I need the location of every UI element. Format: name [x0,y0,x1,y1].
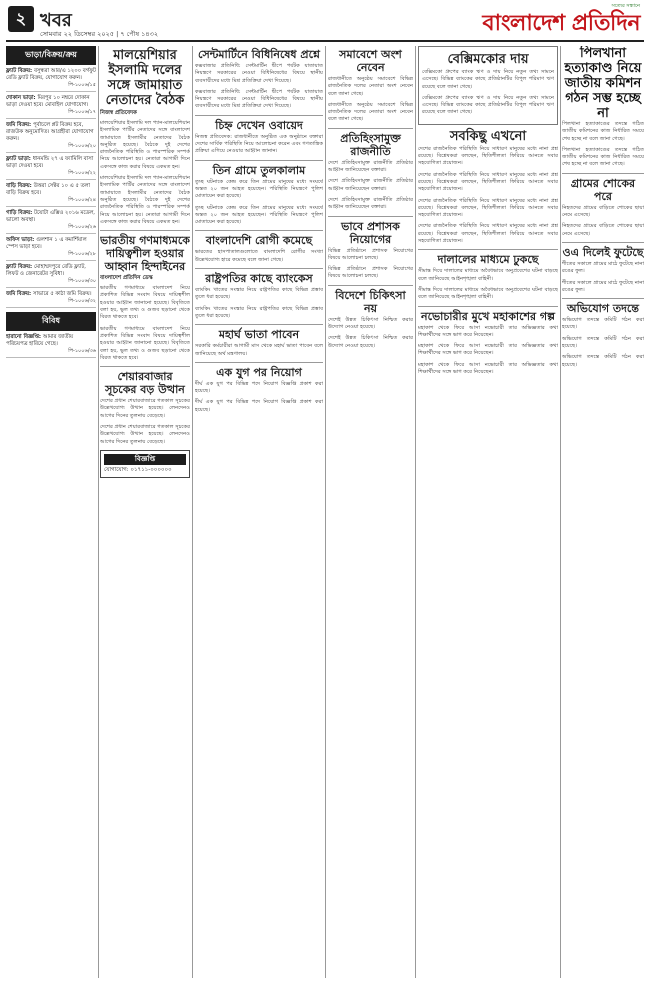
ad-code: পি-১০০৬/২৬ [68,224,96,230]
ad-label: জমি বিক্রয়: [6,291,34,297]
header-rule [6,40,644,42]
article-headline[interactable]: পিলখানা হত্যাকাণ্ড নিয়ে জাতীয় কমিশন গঠন সম্ভ হচ্ছে না [564,46,642,121]
article-body: অভিযোগ তদন্তে কমিটি গঠন করা হয়েছে। [562,317,644,331]
article-headline[interactable]: মালয়েশিয়ার ইসলামি দলের সঙ্গে জামায়াত নেতাদের বৈঠক [105,48,185,108]
article-body: রাজধানীতে অনুষ্ঠেয় সমাবেশে বিভিন্ন রাজনৈতিক দলের নেতারা অংশ নেবেন বলে জানা গেছে। [328,101,413,123]
article-headline[interactable]: অভিযোগ তদন্তে [567,302,639,316]
classified-list [6,68,96,308]
ad-text: ধানমন্ডি ২৭ এ ফ্যামিলি বাসা ভাড়া দেওয়া হবে। [6,156,94,169]
boxed-article [418,46,558,125]
classified-ad [6,68,96,92]
column-divider [98,46,99,978]
article-body: শীতের সকালে গ্রামের মাঠে ফুটেছে নানা রঙের ফুল। [562,279,644,293]
divider [100,230,190,231]
ad-code: পি-১০০৬/৩৬ [68,348,96,354]
column-2 [100,46,190,978]
article-body: দেশের প্রধান শেয়ারবাজারে গতকাল সূচকের উল্লেখযোগ্য উত্থান হয়েছে। লেনদেনও আগের দিনের তুলনায় বেড়েছে। [100,398,190,419]
classified-ad [6,210,96,234]
article-headline[interactable]: মহার্ঘ ভাতা পাবেন [218,328,300,342]
article-body: দেশেই উন্নত চিকিৎসা নিশ্চিত করার উদ্যোগ নেওয়া হয়েছে। [328,316,413,331]
ad-code: পি-১০০৬/১৭ [68,109,96,115]
column-4 [328,46,413,978]
classified-ad [6,156,96,180]
article-headline[interactable]: এক যুগ পর নিয়োগ [216,365,302,379]
ad-code: পি-১০০৬/১৫ [68,82,96,88]
section-title: খবর [40,10,72,31]
article-body: বিভিন্ন প্রতিষ্ঠানে প্রশাসক নিয়োগের বিষয়ে আলোচনা চলছে। [328,266,413,280]
ad-text: মোহাম্মদপুরে রেডি ফ্ল্যাট, লিফট ও জেনারেটর সুবিধা। [6,264,86,277]
ad-code: পি-১০০৬/২৪ [68,197,96,203]
article-headline[interactable]: ভারতীয় গণমাধ্যমকে দায়িত্বশীল হওয়ার আহ্বান হিন্দাইনের [100,234,190,274]
article-body: বেক্সিমকো গ্রুপের ব্যাংক ঋণ ও দায় নিয়ে নতুন তথ্য সামনে এসেছে। বিভিন্ন ব্যাংকের কাছে প্রতিষ্ঠানটির বিপুল পরিমাণ ঋণ রয়েছে বলে জানা গেছে। [422,69,554,90]
article-byline: বাংলাদেশ প্রতিদিন ডেস্ক [100,275,153,282]
article-body: তুচ্ছ ঘটনাকে কেন্দ্র করে তিন গ্রামের মানুষের মধ্যে সংঘর্ষে অন্তত ২০ জন আহত হয়েছেন। পরিস্থিতি নিয়ন্ত্রণে পুলিশ মোতায়েন করা হয়েছে। [195,178,323,200]
column-divider [192,46,193,978]
ad-text: বসুন্ধরা আর/এ ১২০০ বর্গফুট রেডি ফ্ল্যাট বিক্রয়, যোগাযোগ করুন। [6,68,96,81]
article-body: মহাকাশ থেকে ফিরে আসা নভোচারী তার অভিজ্ঞতার কথা শিক্ষার্থীদের সঙ্গে ভাগ করে নিয়েছেন। [418,343,558,357]
column-divider [325,46,326,978]
ad-code: পি-১০০৬/৩২ [68,298,96,304]
article-body: পিলখানা হত্যাকাণ্ডের তদন্তে গঠিত জাতীয় কমিশনের কাজ নির্ধারিত সময়ে শেষ হচ্ছে না বলে জানা গেছে। [562,146,644,168]
divider [195,115,323,116]
article-body: দেশেই উন্নত চিকিৎসা নিশ্চিত করার উদ্যোগ নেওয়া হয়েছে। [328,335,413,349]
article-body: দেশের রাজনৈতিক পরিস্থিতি নিয়ে সাধারণ মানুষের মধ্যে নানা প্রশ্ন রয়েছে। বিশ্লেষকরা বলছেন, স্থিতিশীলতা ফিরিয়ে আনতে সবার সহযোগিতা প্রয়োজন। [418,197,558,219]
article-headline[interactable]: সবকিছু এখনো [449,128,527,144]
classified-ad [6,183,96,207]
ad-text: যোগাযোগ: ০১৭১১-০০০০০০ [104,466,172,473]
article-body: কক্সবাজার প্রতিনিধি: সেন্টমার্টিন দ্বীপে পর্যটক যাতায়াত নিয়ন্ত্রণে সরকারের নেওয়া বিধিনিষেধের বিষয়ে স্থানীয় ব্যবসায়ীদের মধ্যে মিশ্র প্রতিক্রিয়া দেখা দিয়েছে। [195,88,323,110]
ad-heading: বিজ্ঞপ্তি [104,454,186,465]
ad-code: পি-১০০৬/২৮ [68,251,96,257]
divider [328,128,413,129]
ad-text: পূর্বাচলে প্লট বিক্রয় হবে, রাজউক অনুমোদিত। আগ্রহীরা যোগাযোগ করুন। [6,122,94,142]
classified-ad [6,122,96,153]
ad-label: গাড়ি বিক্রয়: [6,210,35,216]
divider [195,362,323,363]
page-number: ২ [8,6,34,32]
column-5 [418,46,558,978]
misc-list [6,334,96,358]
column-3 [195,46,323,978]
article-body: দেশের রাজনৈতিক পরিস্থিতি নিয়ে সাধারণ মানুষের মধ্যে নানা প্রশ্ন রয়েছে। বিশ্লেষকরা বলছেন, স্থিতিশীলতা ফিরিয়ে আনতে সবার সহযোগিতা প্রয়োজন। [418,171,558,193]
ad-label: দোকান ভাড়া: [6,95,38,101]
article-body: বেক্সিমকো গ্রুপের ব্যাংক ঋণ ও দায় নিয়ে নতুন তথ্য সামনে এসেছে। বিভিন্ন ব্যাংকের কাছে প্রতিষ্ঠানটির বিপুল পরিমাণ ঋণ রয়েছে বলে জানা গেছে। [422,94,554,116]
ad-code: পি-১০০৬/৩০ [68,278,96,284]
article-body: দেশের প্রধান শেয়ারবাজারে গতকাল সূচকের উল্লেখযোগ্য উত্থান হয়েছে। লেনদেনও আগের দিনের তুলনায় বেড়েছে। [100,424,190,445]
divider [195,268,323,269]
article-body: দেশে প্রতিহিংসামুক্ত রাজনীতি প্রতিষ্ঠার আহ্বান জানিয়েছেন বক্তারা। [328,196,413,211]
article-body: মহাকাশ থেকে ফিরে আসা নভোচারী তার অভিজ্ঞতার কথা শিক্ষার্থীদের সঙ্গে ভাগ করে নিয়েছেন। [418,324,558,338]
article-body: নিহতদের গ্রামের বাড়িতে শোকের ছায়া নেমে এসেছে। [562,204,644,219]
article-body: দেশে প্রতিহিংসামুক্ত রাজনীতি প্রতিষ্ঠার আহ্বান জানিয়েছেন বক্তারা। [328,159,413,174]
divider [195,160,323,161]
article-body: রাজধানীতে অনুষ্ঠেয় সমাবেশে বিভিন্ন রাজনৈতিক দলের নেতারা অংশ নেবেন বলে জানা গেছে। [328,76,413,97]
ad-label: ফ্ল্যাট ভাড়া: [6,156,33,162]
article-headline[interactable]: বেক্সিমকোর দায় [447,52,529,67]
newspaper-logo: বাংলাদেশ প্রতিদিন [482,10,640,36]
divider [195,324,323,325]
logo-tagline: সত্যের সন্ধানে [611,3,640,9]
ad-text: সাভারে ৫ কাঠা জমি বিক্রয়। [33,291,92,297]
article-body: মালয়েশিয়ার ইসলামি দল প্যান-মালয়েশিয়ান ইসলামিক পার্টির নেতাদের সঙ্গে বাংলাদেশ জামায়াতে ইসলামীর নেতাদের বৈঠক অনুষ্ঠিত হয়েছে। বৈঠকে দুই দেশের রাজনৈতিক পরিস্থিতি ও পারস্পরিক সম্পর্ক নিয়ে আলোচনা হয়। নেতারা আগামী দিনে একসঙ্গে কাজ করার বিষয়ে একমত হন। [100,120,190,170]
ad-label: ফ্ল্যাট বিক্রয়: [6,264,34,270]
article-headline[interactable]: চিহ্ন দেখেন ওবায়েদ [215,118,303,132]
classified-ad [6,237,96,261]
classified-column [6,46,96,978]
divider [195,230,323,231]
divider [418,249,558,250]
article-headline[interactable]: প্রতিহিংসামুক্ত রাজনীতি [340,131,401,158]
article-headline[interactable]: ভাবে প্রশাসক নিয়োগের [341,219,400,246]
article-body: দীর্ঘ এক যুগ পর বিভিন্ন পদে নিয়োগ বিজ্ঞপ্তি প্রকাশ করা হয়েছে। [195,399,323,413]
article-body: মহাকাশ থেকে ফিরে আসা নভোচারী তার অভিজ্ঞতার কথা শিক্ষার্থীদের সঙ্গে ভাগ করে নিয়েছেন। [418,361,558,376]
article-body: ব্যাংকিং খাতের সংস্কার নিয়ে রাষ্ট্রপতির কাছে বিভিন্ন প্রস্তাব তুলে ধরা হয়েছে। [195,305,323,319]
ad-code: পি-১০০৬/২০ [68,143,96,149]
article-body: নিজস্ব প্রতিবেদক: রাজধানীতে অনুষ্ঠিত এক অনুষ্ঠানে বক্তারা দেশের সার্বিক পরিস্থিতি নিয়ে আলোচনা করেন এবং গণতান্ত্রিক প্রক্রিয়া এগিয়ে নেওয়ার আহ্বান জানান। [195,133,323,155]
article-body: ভারতীয় গণমাধ্যমে বাংলাদেশ নিয়ে প্রকাশিত বিভিন্ন সংবাদ বিষয়ে দায়িত্বশীল হওয়ার আহ্বান জানানো হয়েছে। বিবৃতিতে বলা হয়, ভুল তথ্য ও গুজব ছড়ানো থেকে বিরত থাকতে হবে। [100,325,190,361]
article-headline[interactable]: তিন গ্রামে তুলকালাম [212,163,306,177]
article-body: শীতের সকালে গ্রামের মাঠে ফুটেছে নানা রঙের ফুল। [562,260,644,275]
article-body: সরকারি কর্মচারীরা আগামী মাস থেকে মহার্ঘ ভাতা পাবেন বলে জানিয়েছে অর্থ মন্ত্রণালয়। [195,343,323,357]
advertisement-box [100,450,190,478]
article-body: দেশের রাজনৈতিক পরিস্থিতি নিয়ে সাধারণ মানুষের মধ্যে নানা প্রশ্ন রয়েছে। বিশ্লেষকরা বলছেন, স্থিতিশীলতা ফিরিয়ে আনতে সবার সহযোগিতা প্রয়োজন। [418,223,558,245]
article-body: ভারতের হাসপাতালগুলোতে বাংলাদেশি রোগীর সংখ্যা উল্লেখযোগ্য হারে কমেছে বলে জানা গেছে। [195,249,323,263]
article-byline: নিজস্ব প্রতিবেদক [100,110,137,116]
article-body: সীমান্ত দিয়ে দালালের মাধ্যমে অবৈধভাবে অনুপ্রবেশের ঘটনা বাড়ছে বলে জানিয়েছে আইনশৃঙ্খলা বাহিনী। [418,286,558,301]
divider [328,285,413,286]
page-header [0,0,650,40]
ad-text: মিরপুর ১০ নম্বরে দোকান ভাড়া দেওয়া হবে। মোবাইল যোগাযোগ। [6,95,90,108]
article-headline[interactable]: রাষ্ট্রপতির কাছে ব্যাংকেস [205,272,313,286]
classified-ad [6,264,96,288]
article-body: অভিযোগ তদন্তে কমিটি গঠন করা হয়েছে। [562,354,644,368]
ad-label: জমি বিক্রয়: [6,122,34,128]
ad-text: গুলশান ১ এ কমার্শিয়াল স্পেস ভাড়া হবে। [6,237,87,250]
article-headline[interactable]: সমাবেশে অংশ নেবেন [339,48,402,74]
article-body: অভিযোগ তদন্তে কমিটি গঠন করা হয়েছে। [562,335,644,350]
column-6 [562,46,644,978]
article-body: সীমান্ত দিয়ে দালালের মাধ্যমে অবৈধভাবে অনুপ্রবেশের ঘটনা বাড়ছে বলে জানিয়েছে আইনশৃঙ্খলা বাহিনী। [418,268,558,282]
column-divider [560,46,561,978]
divider [328,216,413,217]
divider [562,298,644,299]
article-headline[interactable]: শেয়ারবাজার সূচকের বড় উত্থান [105,370,185,397]
issue-date: সোমবার ২২ ডিসেম্বর ২০২৫ | ৭ পৌষ ১৪৩২ [40,30,159,38]
ad-text: আমার জাতীয় পরিচয়পত্র হারিয়ে গেছে। [6,334,73,347]
ad-label: ফ্ল্যাট বিক্রয়: [6,68,34,74]
article-headline[interactable]: সেন্টমার্টিনে বিধিনিষেধ প্রশ্নে [198,48,320,61]
article-body: পিলখানা হত্যাকাণ্ডের তদন্তে গঠিত জাতীয় কমিশনের কাজ নির্ধারিত সময়ে শেষ হচ্ছে না বলে জানা গেছে। [562,121,644,142]
classified-heading: ভাড়া/বিক্রয়/ক্রয় [6,46,96,65]
article-headline[interactable]: গ্রামের শোকের পরে [570,176,636,203]
article-body: বিভিন্ন প্রতিষ্ঠানে প্রশাসক নিয়োগের বিষয়ে আলোচনা চলছে। [328,247,413,261]
ad-text: টয়োটা এক্সিও ২০১৬ মডেল, ভালো অবস্থা। [6,210,95,223]
article-headline[interactable]: নভোচারীর মুখে মহাকাশের গল্প [421,309,555,323]
divider [100,366,190,367]
divider [562,242,644,243]
ad-label: অফিস ভাড়া: [6,237,37,243]
divider [562,173,644,174]
article-headline[interactable]: দালালের মাধ্যমে ঢুকছে [437,253,539,267]
article-body: নিহতদের গ্রামের বাড়িতে শোকের ছায়া নেমে এসেছে। [562,223,644,237]
article-body: তুচ্ছ ঘটনাকে কেন্দ্র করে তিন গ্রামের মানুষের মধ্যে সংঘর্ষে অন্তত ২০ জন আহত হয়েছেন। পরিস্থিতি নিয়ন্ত্রণে পুলিশ মোতায়েন করা হয়েছে। [195,204,323,226]
article-body: দেশের রাজনৈতিক পরিস্থিতি নিয়ে সাধারণ মানুষের মধ্যে নানা প্রশ্ন রয়েছে। বিশ্লেষকরা বলছেন, স্থিতিশীলতা ফিরিয়ে আনতে সবার সহযোগিতা প্রয়োজন। [418,145,558,167]
article-body: দেশে প্রতিহিংসামুক্ত রাজনীতি প্রতিষ্ঠার আহ্বান জানিয়েছেন বক্তারা। [328,178,413,192]
classified-ad [6,334,96,358]
ad-label: বাড়ি বিক্রয়: [6,183,34,189]
misc-heading: বিবিধ [6,312,96,331]
article-headline[interactable]: বাংলাদেশি রোগী কমেছে [205,234,313,248]
divider [418,306,558,307]
article-headline[interactable]: বিদেশে চিকিৎসা নয় [335,288,406,315]
classified-ad [6,291,96,308]
ad-code: পি-১০০৬/২২ [68,170,96,176]
ad-text: উত্তরা সেক্টর ১০ এ ৫ তলা বাড়ি বিক্রয় হবে। [6,183,90,196]
article-headline[interactable]: ওএ দিলেই ফুটেছে [562,245,644,259]
article-body: ব্যাংকিং খাতের সংস্কার নিয়ে রাষ্ট্রপতির কাছে বিভিন্ন প্রস্তাব তুলে ধরা হয়েছে। [195,287,323,301]
column-divider [415,46,416,978]
article-body: দীর্ঘ এক যুগ পর বিভিন্ন পদে নিয়োগ বিজ্ঞপ্তি প্রকাশ করা হয়েছে। [195,380,323,395]
article-body: মালয়েশিয়ার ইসলামি দল প্যান-মালয়েশিয়ান ইসলামিক পার্টির নেতাদের সঙ্গে বাংলাদেশ জামায়াতে ইসলামীর নেতাদের বৈঠক অনুষ্ঠিত হয়েছে। বৈঠকে দুই দেশের রাজনৈতিক পরিস্থিতি ও পারস্পরিক সম্পর্ক নিয়ে আলোচনা হয়। নেতারা আগামী দিনে একসঙ্গে কাজ করার বিষয়ে একমত হন। [100,175,190,225]
article-body: ভারতীয় গণমাধ্যমে বাংলাদেশ নিয়ে প্রকাশিত বিভিন্ন সংবাদ বিষয়ে দায়িত্বশীল হওয়ার আহ্বান জানানো হয়েছে। বিবৃতিতে বলা হয়, ভুল তথ্য ও গুজব ছড়ানো থেকে বিরত থাকতে হবে। [100,285,190,321]
ad-label: হারানো বিজ্ঞপ্তি: [6,334,43,340]
classified-ad [6,95,96,119]
article-body: কক্সবাজার প্রতিনিধি: সেন্টমার্টিন দ্বীপে পর্যটক যাতায়াত নিয়ন্ত্রণে সরকারের নেওয়া বিধিনিষেধের বিষয়ে স্থানীয় ব্যবসায়ীদের মধ্যে মিশ্র প্রতিক্রিয়া দেখা দিয়েছে। [195,63,323,84]
